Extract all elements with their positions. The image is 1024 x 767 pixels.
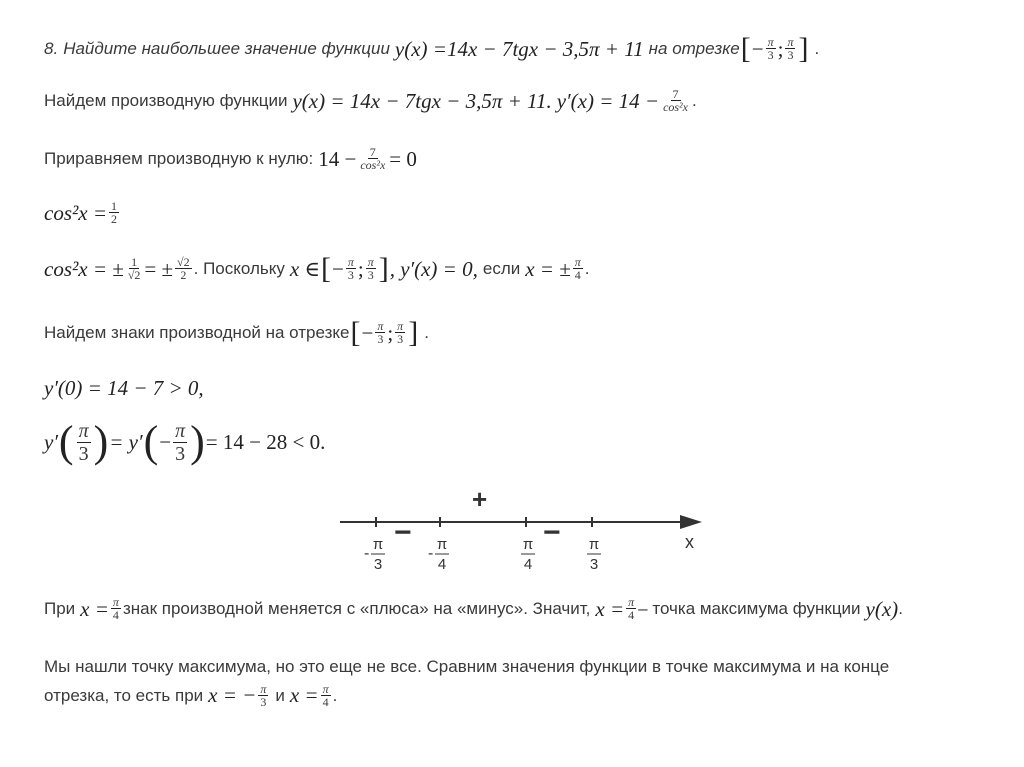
roots-close-bracket: ] (378, 251, 389, 285)
cos-roots-yprime: , y′(x) = 0, (389, 256, 478, 281)
problem-func-lhs: y(x) = (394, 36, 447, 61)
conclusion-fraction-1: $\frac{\pi}{4}$ (112, 595, 119, 622)
cos-roots-eq: = ± (144, 256, 174, 281)
axis-label: x (685, 532, 694, 552)
roots-minus: − (331, 256, 344, 281)
number-line-diagram (330, 486, 720, 576)
y-pi3-tail: = 14 − 28 < 0. (205, 430, 326, 454)
problem-end: . (814, 38, 820, 58)
tick-label (364, 536, 385, 573)
zero-text: Приравняем производную к нулю: (44, 148, 314, 168)
problem-func-rhs: 14x − 7tgx − 3,5π + 11 (446, 36, 644, 61)
cos-roots-fraction-2: $\frac{√2}{2}$ (177, 255, 190, 282)
minus-sign-right: − (543, 516, 561, 549)
conclusion-line (44, 596, 994, 621)
y-pi3-eq: = y′ (109, 430, 143, 454)
conclusion-t1: При (44, 598, 76, 618)
segment-minus: − (751, 36, 764, 61)
derivative-fraction: $\frac{7}{\text{cos²x}}$ (663, 87, 688, 114)
cos-roots-if-text: если (482, 258, 521, 278)
roots-semicolon: ; (357, 256, 364, 281)
tick-numerator: π (522, 536, 534, 553)
tick-label (428, 536, 449, 573)
roots-seg-left: $\frac{\pi}{3}$ (347, 255, 354, 282)
cos-square-lhs: cos²x = (44, 200, 108, 225)
signs-line (44, 315, 994, 349)
final-line-2 (44, 681, 994, 710)
conclusion-x-eq-1: x = (80, 596, 109, 621)
y-pi3-open-paren-2: ( (143, 417, 159, 466)
tick-denominator: 4 (437, 556, 447, 573)
cos-roots-lhs: cos²x = ± (44, 256, 124, 281)
cos-roots-fraction-1: $\frac{1}{√2}$ (127, 255, 141, 282)
y-pi3-line (44, 417, 994, 466)
minus-sign-left: − (394, 516, 412, 549)
final-fraction-2: $\frac{\pi}{4}$ (322, 682, 329, 709)
tick-label (587, 536, 601, 573)
zero-expr-b: = 0 (389, 146, 417, 171)
cos-square-fraction: $\frac{1}{2}$ (111, 199, 118, 226)
y-pi3-open-paren-1: ( (58, 417, 74, 466)
conclusion-t3: – точка максимума функции (638, 598, 861, 618)
zero-fraction: $\frac{7}{\text{cos²x}}$ (360, 145, 386, 172)
final-and: и (275, 686, 285, 705)
signs-minus: − (361, 320, 374, 345)
derivative-func: y(x) = 14x − 7tgx − 3,5π + 11. (292, 88, 552, 113)
final-end: . (332, 686, 338, 705)
final-paragraph (44, 652, 994, 710)
y-pi3-minus: − (159, 430, 172, 454)
tick-numerator: π (436, 536, 448, 553)
final-fraction-1: $\frac{\pi}{3}$ (260, 682, 267, 709)
cos-roots-result-fraction: $\frac{\pi}{4}$ (574, 255, 581, 282)
tick-sign: - (428, 545, 434, 562)
signs-close-bracket: ] (408, 315, 419, 349)
signs-semicolon: ; (387, 320, 394, 345)
tick-denominator: 4 (523, 556, 533, 573)
problem-segment-text: на отрезке (648, 38, 740, 58)
y-pi3-fraction-1: $\frac{\pi}{3}$ (78, 419, 89, 465)
y-pi3-fraction-2: $\frac{\pi}{3}$ (175, 419, 186, 465)
conclusion-x-eq-2: x = (595, 596, 625, 621)
signs-end: . (424, 322, 429, 342)
problem-number: 8. (44, 38, 59, 58)
y-pi3-close-paren-1: ) (93, 417, 109, 466)
tick-denominator: 3 (373, 556, 383, 573)
y-zero-line (44, 376, 994, 400)
segment-left-fraction: $\frac{\pi}{3}$ (767, 35, 774, 62)
cos-roots-end: . (584, 258, 590, 278)
signs-text: Найдем знаки производной на отрезке (44, 322, 350, 342)
tick-label (521, 536, 535, 573)
final-x1: x = − (208, 683, 257, 707)
signs-seg-left: $\frac{\pi}{3}$ (377, 319, 384, 346)
signs-seg-right: $\frac{\pi}{3}$ (397, 319, 404, 346)
zero-line (44, 146, 994, 171)
cos-roots-x-eq: x = ± (525, 256, 571, 281)
conclusion-y: y(x) (865, 596, 899, 621)
final-line-1: Мы нашли точку максимума, но это еще не все. Сравним значения функции в точке максимума и на конце (44, 657, 890, 676)
cos-square-line (44, 200, 994, 225)
roots-open-bracket: [ (320, 251, 331, 285)
derivative-text: Найдем производную функции (44, 90, 288, 110)
segment-semicolon: ; (777, 36, 784, 61)
conclusion-t2: знак производной меняется с «плюса» на «минус». Значит, (122, 598, 591, 618)
derivative-expr: y′(x) = 14 − (556, 88, 660, 113)
derivative-line (44, 88, 994, 113)
zero-expr-a: 14 − (318, 146, 357, 171)
y-pi3-a: y′ (44, 430, 58, 454)
number-line-arrow (680, 515, 702, 529)
segment-close-bracket: ] (798, 31, 809, 65)
derivative-end: . (691, 90, 697, 110)
cos-roots-x-in: x ∈ (289, 256, 320, 281)
signs-open-bracket: [ (350, 315, 361, 349)
final-t2: отрезка, то есть при (44, 686, 204, 705)
problem-text: Найдите наибольшее значение функции (63, 38, 390, 58)
y-zero-expr: y′(0) = 14 − 7 > 0, (44, 376, 204, 400)
tick-denominator: 3 (589, 556, 599, 573)
plus-sign: + (472, 486, 488, 514)
tick-numerator: π (588, 536, 600, 553)
conclusion-fraction-2: $\frac{\pi}{4}$ (628, 595, 635, 622)
segment-open-bracket: [ (740, 31, 751, 65)
conclusion-end: . (898, 598, 903, 618)
segment-right-fraction: $\frac{\pi}{3}$ (787, 35, 794, 62)
cos-roots-line (44, 251, 994, 285)
tick-numerator: π (372, 536, 384, 553)
problem-line (44, 31, 994, 65)
cos-roots-since-text: . Поскольку (193, 258, 285, 278)
final-x2: x = (289, 683, 319, 707)
y-pi3-close-paren-2: ) (190, 417, 205, 466)
roots-seg-right: $\frac{\pi}{3}$ (367, 255, 374, 282)
tick-sign: - (364, 545, 370, 562)
